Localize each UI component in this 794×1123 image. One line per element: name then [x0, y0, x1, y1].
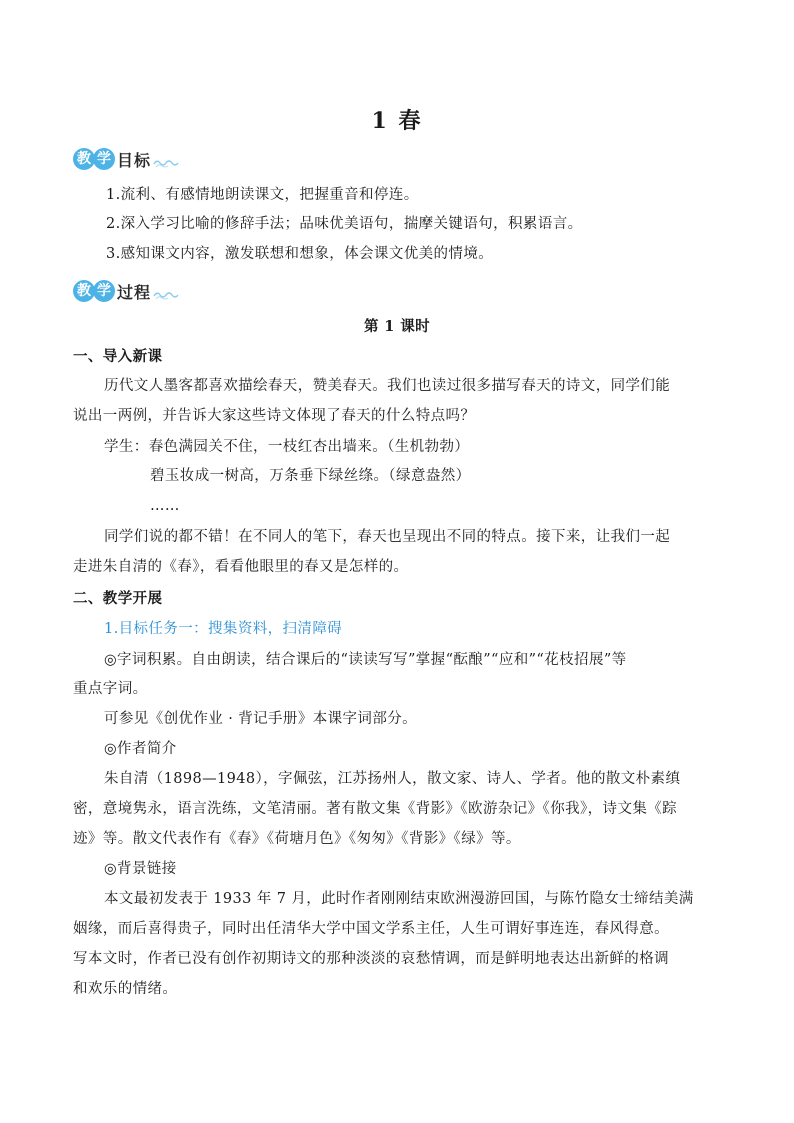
- paragraph-line: ◎字词积累。自由朗读，结合课后的“读读写写”掌握“酝酿”“应和”“花枝招展”等: [104, 652, 627, 668]
- paragraph-line: 碧玉妆成一树高，万条垂下绿丝绦。（绿意盎然）: [150, 468, 471, 484]
- badge-char: 学: [93, 280, 115, 302]
- goal-item: 3.感知课文内容，激发联想和想象，体会课文优美的情境。: [106, 246, 494, 262]
- goal-item: 2.深入学习比喻的修辞手法；品味优美语句，揣摩关键语句，积累语言。: [106, 216, 583, 232]
- wave-decoration-icon: [153, 290, 179, 300]
- paragraph-line: ……: [150, 498, 180, 514]
- paragraph-line: 同学们说的都不错！在不同人的笔下，春天也呈现出不同的特点。接下来，让我们一起: [104, 529, 671, 545]
- part-heading: 一、导入新课: [73, 348, 163, 365]
- section-badge: [73, 148, 113, 170]
- paragraph-line: 重点字词。: [73, 681, 148, 697]
- process-section-header: [73, 279, 179, 303]
- goals-section-header: [73, 147, 179, 171]
- badge-char: 学: [93, 148, 115, 170]
- paragraph-line: 和欢乐的情绪。: [73, 981, 178, 997]
- paragraph-line: 迹》等。散文代表作有《春》《荷塘月色》《匆匆》《背影》《绿》等。: [73, 831, 521, 847]
- paragraph-line: ◎背景链接: [104, 861, 177, 877]
- paragraph-line: 可参见《创优作业 · 背记手册》本课字词部分。: [104, 711, 418, 727]
- paragraph-line: 朱自清（1898—1948），字佩弦，江苏扬州人，散文家、诗人、学者。他的散文朴素缜: [104, 771, 681, 787]
- paragraph-line: 姻缘，而后喜得贵子，同时出任清华大学中国文学系主任，人生可谓好事连连，春风得意。: [73, 921, 669, 937]
- paragraph-line: 密，意境隽永，语言洗练，文笔清丽。著有散文集《背影》《欧游杂记》《你我》，诗文集《踪: [73, 801, 678, 817]
- badge-char: 教: [73, 148, 95, 170]
- wave-decoration-icon: [153, 158, 179, 168]
- paragraph-line: 历代文人墨客都喜欢描绘春天，赞美春天。我们也读过很多描写春天的诗文，同学们能: [104, 378, 671, 394]
- goal-item: 1.流利、有感情地朗读课文，把握重音和停连。: [106, 187, 419, 203]
- paragraph-line: 本文最初发表于 1933 年 7 月，此时作者刚刚结束欧洲漫游回国，与陈竹隐女士缔结美满: [104, 891, 694, 907]
- section-badge: [73, 280, 113, 302]
- part-heading: 二、教学开展: [73, 590, 163, 607]
- lesson-title: 第 1 课时: [363, 318, 431, 335]
- page-title: 1 春: [371, 108, 423, 134]
- paragraph-line: 说出一两例，并告诉大家这些诗文体现了春天的什么特点吗？: [73, 408, 476, 424]
- section-title: 目标: [117, 150, 152, 170]
- badge-char: 教: [73, 280, 95, 302]
- task-heading: 1.目标任务一：搜集资料，扫清障碍: [104, 621, 343, 637]
- section-title: 过程: [117, 282, 152, 302]
- paragraph-line: 写本文时，作者已没有创作初期诗文的那种淡淡的哀愁情调，而是鲜明地表达出新鲜的格调: [73, 951, 669, 967]
- paragraph-line: 走进朱自清的《春》，看看他眼里的春又是怎样的。: [73, 559, 409, 575]
- paragraph-line: 学生：春色满园关不住，一枝红杏出墙来。（生机勃勃）: [104, 439, 470, 455]
- paragraph-line: ◎作者简介: [104, 741, 177, 757]
